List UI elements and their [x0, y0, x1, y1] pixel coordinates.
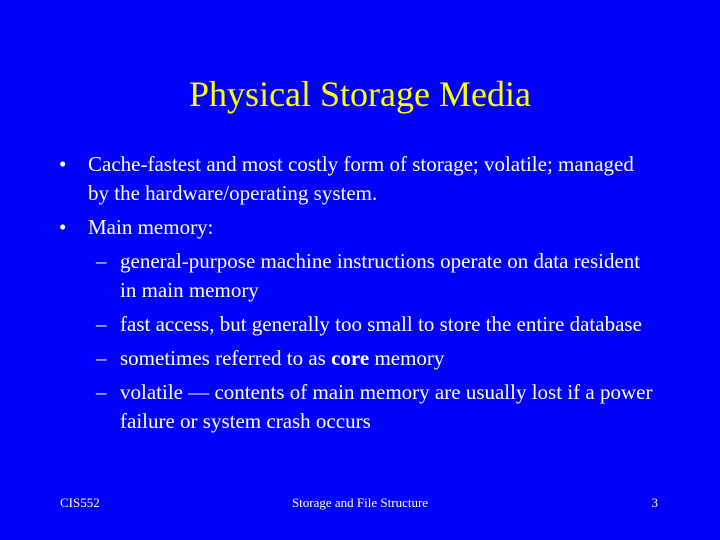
footer-course: CIS552 [60, 495, 100, 510]
dash-marker: – [96, 249, 107, 273]
dash-marker: – [96, 346, 107, 370]
slide-title: Physical Storage Media [189, 74, 531, 114]
dash-marker: – [96, 380, 107, 404]
bullet-text: Cache-fastest and most costly form of storage; volatile; managed by the hardware/operating system. [88, 152, 634, 205]
subitem-text-before: sometimes referred to as [120, 346, 332, 370]
bullet-main-memory [59, 213, 660, 242]
slide-content [0, 150, 720, 436]
bullet-marker: • [59, 152, 67, 176]
subitem-fast-access [96, 310, 660, 339]
subitem-core-memory [96, 344, 660, 373]
subitem-text-after: memory [369, 346, 445, 370]
bullet-cache [59, 150, 660, 208]
core-keyword: core [331, 346, 370, 370]
bullet-text: Main memory: [88, 215, 214, 239]
subitem-volatile [96, 378, 660, 436]
subitem-text: volatile — contents of main memory are usually lost if a power failure or system crash occurs [120, 380, 653, 433]
footer-page-number: 3 [651, 495, 658, 510]
subitem-text: general-purpose machine instructions operate on data resident in main memory [120, 249, 641, 302]
footer-topic: Storage and File Structure [291, 495, 429, 510]
bullet-marker: • [59, 215, 67, 239]
subitem-general-purpose [96, 247, 660, 305]
dash-marker: – [96, 312, 107, 336]
subitem-text: fast access, but generally too small to store the entire database [120, 312, 642, 336]
